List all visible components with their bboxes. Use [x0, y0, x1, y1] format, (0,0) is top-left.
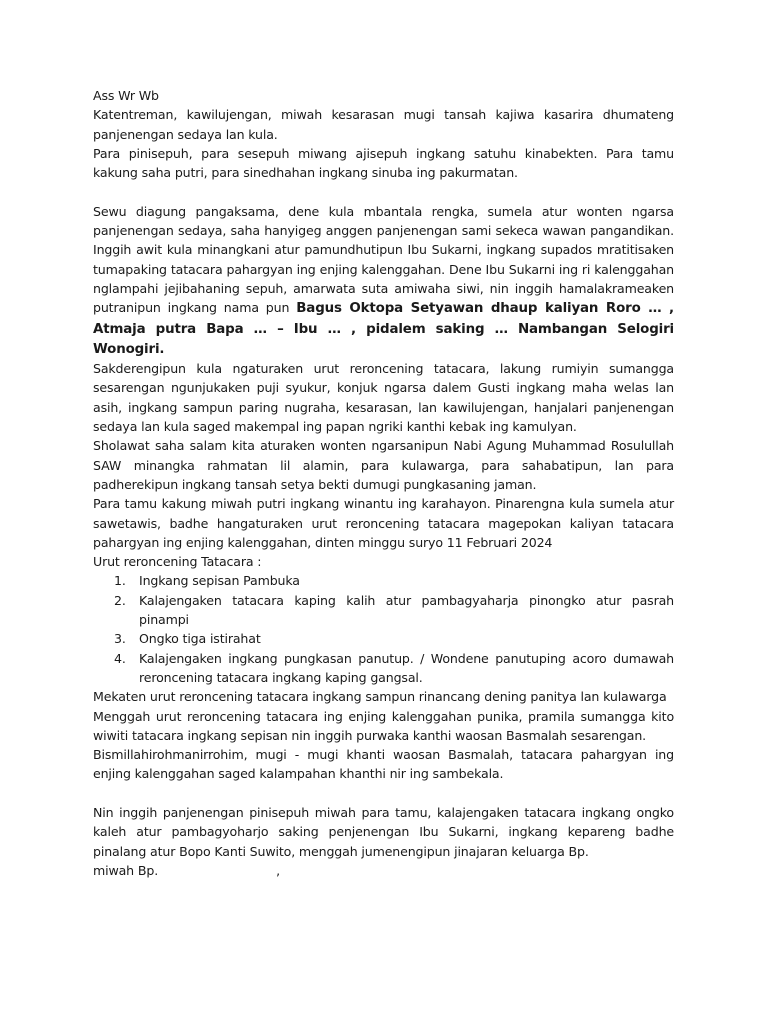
apology-text: Sewu diagung pangaksama, dene kula mbantala rengka, sumela atur wonten ngarsa panjenengan sedaya, saha hanyigeg anggen panjenengan sami sekeca wawan pangandikan. Inggih awit kula minangkani atur pamundhutipun Ibu Sukarni, ingkang supados mratitisaken tumapaking tatacara pahargyan ing enjing kalenggahan. Dene Ibu Sukarni ing ri kalenggahan nglampahi jejibahaning sepuh, amarwata suta amiwaha siwi, nin inggih hamalakrameaken putranipun ingkang nama pun [93, 203, 674, 316]
paragraph-welcome-speech: Nin inggih panjenengan pinisepuh miwah para tamu, kalajengaken tatacara ingkang ongko kaleh atur pambagyoharjo saking penjenengan Ibu Sukarni, ingkang kepareng badhe pinalang atur Bopo Kanti Suwito, menggah jumenengipun jinajaran keluarga Bp. [93, 804, 674, 859]
welcome-speech-end-text: miwah Bp. [93, 862, 159, 878]
list-item-number: 2. [114, 592, 126, 608]
paragraph-basmalah: Bismillahirohmanirrohim, mugi - mugi khanti waosan Basmalah, tatacara pahargyan ing enjing kalenggahan saged kalampahan khanthi nir ing sambekala. [93, 747, 674, 782]
trailing-comma: , [276, 862, 280, 878]
list-item-text: Ingkang sepisan Pambuka [139, 573, 300, 589]
paragraph-gratitude: Sakderengipun kula ngaturaken urut reroncening tatacara, lakung rumiyin sumangga sesarengan ngunjukaken puji syukur, konjuk ngarsa dalem Gusti ingkang maha welas lan asih, ingkang sampun paring nugraha, kesarasan, lan kawilujengan, hanjalari panjenengan sedaya lan kula saged makempal ing papan ngriki kanthi kebak ing kamulyan. [93, 361, 674, 435]
agenda-list [93, 571, 674, 687]
couple-names: Bagus Oktopa Setyawan dhaup kaliyan Roro … , Atmaja putra Bapa … – Ibu … , pidalem saking … Nambangan Selogiri Wonogiri. [93, 301, 674, 357]
list-item-number: 4. [114, 650, 126, 666]
list-item [114, 591, 674, 630]
list-item-text: Kalajengaken tatacara kaping kalih atur pambagyaharja pinongko atur pasrah pinampi [139, 592, 674, 628]
list-item [114, 649, 674, 688]
list-item [114, 629, 674, 648]
list-item-number: 3. [114, 631, 126, 647]
paragraph-salutation: Para pinisepuh, para sesepuh miwang ajisepuh ingkang satuhu kinabekten. Para tamu kakung saha putri, para sinedhahan ingkang sinuba ing pakurmatan. [93, 145, 674, 181]
paragraph-sholawat: Sholawat saha salam kita aturaken wonten ngarsanipun Nabi Agung Muhammad Rosulullah SAW minangka rahmatan lil alamin, para kulawarga, para sahabatipun, lan para padherekipun ingkang tansah setya bekti dumugi pungkasaning jaman. [93, 438, 674, 492]
list-item-text: Kalajengaken ingkang pungkasan panutup. / Wondene panutuping acoro dumawah reroncening tatacara ingkang kaping gangsal. [139, 650, 674, 685]
document-page [93, 86, 674, 880]
list-item [114, 571, 674, 590]
list-item-number: 1. [114, 573, 126, 589]
paragraph-opening-invite: Menggah urut reroncening tatacara ing enjing kalenggahan punika, pramila sumangga kito wiwiti tatacara ingkang sepisan nin inggih purwaka kanthi waosan Basmalah sesarengan. [93, 708, 674, 743]
list-item-text: Ongko tiga istirahat [139, 631, 261, 647]
blank-line [93, 182, 674, 201]
list-intro: Urut reroncening Tatacara : [93, 554, 262, 570]
paragraph-announcement: Para tamu kakung miwah putri ingkang winantu ing karahayon. Pinarengna kula sumela atur sawetawis, badhe hangaturaken urut reroncening tatacara magepokan kaliyan tatacara pahargyan ing enjing kalenggahan, dinten minggu suryo 11 Februari 2024 [93, 496, 674, 550]
paragraph-welcome-speech-end [93, 861, 674, 880]
greeting: Ass Wr Wb [93, 88, 159, 103]
paragraph-apology [93, 202, 674, 359]
paragraph-opening-wish: Katentreman, kawilujengan, miwah kesarasan mugi tansah kajiwa kasarira dhumateng panjenengan sedaya lan kula. [93, 107, 674, 142]
blank-line [93, 784, 674, 803]
paragraph-agenda-summary: Mekaten urut reroncening tatacara ingkang sampun rinancang dening panitya lan kulawarga [93, 689, 667, 705]
